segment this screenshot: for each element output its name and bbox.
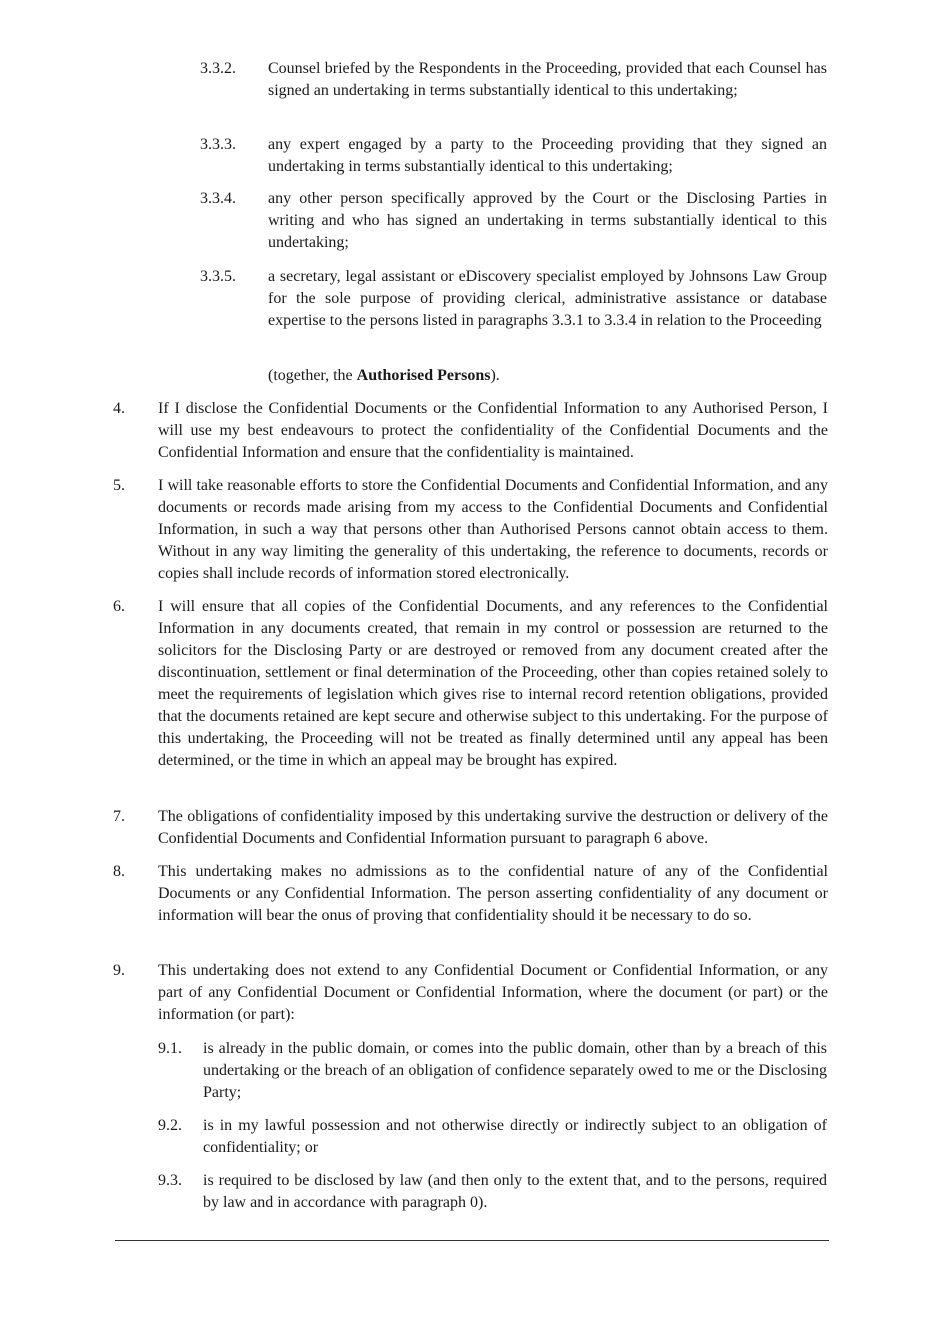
clause-text: a secretary, legal assistant or eDiscovery specialist employed by Johnsons Law Group for the sole purpose of providing clerical, administrative assistance or database expertise to the persons listed in paragraphs 3.3.1 to 3.3.4 in relation to the Proceeding xyxy=(268,268,827,329)
clause-number: 7. xyxy=(113,808,125,825)
clause-number: 8. xyxy=(113,863,125,880)
clause-text: I will take reasonable efforts to store the Confidential Documents and Confidential Information, and any documents or records made arising from my access to the Confidential Documents and Confidential Information, in such a way that persons other than Authorised Persons cannot obtain access to them. Without in any way limiting the generality of this undertaking, the reference to documents, records or copies shall include records of information stored electronically. xyxy=(158,477,828,582)
clause-number: 9.1. xyxy=(158,1040,182,1057)
clause-text: any expert engaged by a party to the Proceeding providing that they signed an undertaking in terms substantially identical to this undertaking; xyxy=(268,136,827,175)
clause-number: 3.3.2. xyxy=(200,60,236,77)
clause-text: The obligations of confidentiality imposed by this undertaking survive the destruction or delivery of the Confidential Documents and Confidential Information pursuant to paragraph 6 above. xyxy=(158,808,828,847)
clause-text: This undertaking makes no admissions as to the confidential nature of any of the Confidential Documents or any Confidential Information. The person asserting confidentiality of any document or information will bear the onus of proving that confidentiality should it be necessary to do so. xyxy=(158,863,828,924)
clause-number: 3.3.3. xyxy=(200,136,236,153)
clause-number: 9.2. xyxy=(158,1117,182,1134)
footer-rule xyxy=(115,1240,829,1241)
clause-number: 9.3. xyxy=(158,1172,182,1189)
clause-number: 5. xyxy=(113,477,125,494)
clause-number: 4. xyxy=(113,400,125,417)
clause-text: This undertaking does not extend to any Confidential Document or Confidential Information, or any part of any Confidential Document or Confidential Information, where the document (or part) or the information (or part): xyxy=(158,962,828,1023)
defined-term: Authorised Persons xyxy=(356,367,491,384)
clause-text: is in my lawful possession and not otherwise directly or indirectly subject to an obligation of confidentiality; or xyxy=(203,1117,827,1156)
clause-number: 3.3.5. xyxy=(200,268,236,285)
clause-text: Counsel briefed by the Respondents in the Proceeding, provided that each Counsel has signed an undertaking in terms substantially identical to this undertaking; xyxy=(268,60,827,99)
clause-text: any other person specifically approved by the Court or the Disclosing Parties in writing and who has signed an undertaking in terms substantially identical to this undertaking; xyxy=(268,190,827,251)
clause-number: 9. xyxy=(113,962,125,979)
clause-number: 3.3.4. xyxy=(200,190,236,207)
clause-text: I will ensure that all copies of the Confidential Documents, and any references to the Confidential Information in any documents created, that remain in my control or possession are returned to the solicitors for the Disclosing Party or are destroyed or removed from any document created after the discontinuation, settlement or final determination of the Proceeding, other than copies retained solely to meet the requirements of legislation which gives rise to internal record retention obligations, provided that the documents retained are kept secure and otherwise subject to this undertaking. For the purpose of this undertaking, the Proceeding will not be treated as finally determined until any appeal has been determined, or the time in which an appeal may be brought has expired. xyxy=(158,598,828,769)
clause-number: 6. xyxy=(113,598,125,615)
defined-term-line xyxy=(268,365,827,387)
clause-text: is already in the public domain, or comes into the public domain, other than by a breach of this undertaking or the breach of an obligation of confidence separately owed to me or the Disclosing Party; xyxy=(203,1040,827,1101)
clause-text: is required to be disclosed by law (and then only to the extent that, and to the persons, required by law and in accordance with paragraph 0). xyxy=(203,1172,827,1211)
defined-term-suffix: ). xyxy=(490,367,500,384)
defined-term-prefix: (together, the xyxy=(268,367,357,384)
clause-text: If I disclose the Confidential Documents or the Confidential Information to any Authorised Person, I will use my best endeavours to protect the confidentiality of the Confidential Documents and the Confidential Information and ensure that the confidentiality is maintained. xyxy=(158,400,828,461)
